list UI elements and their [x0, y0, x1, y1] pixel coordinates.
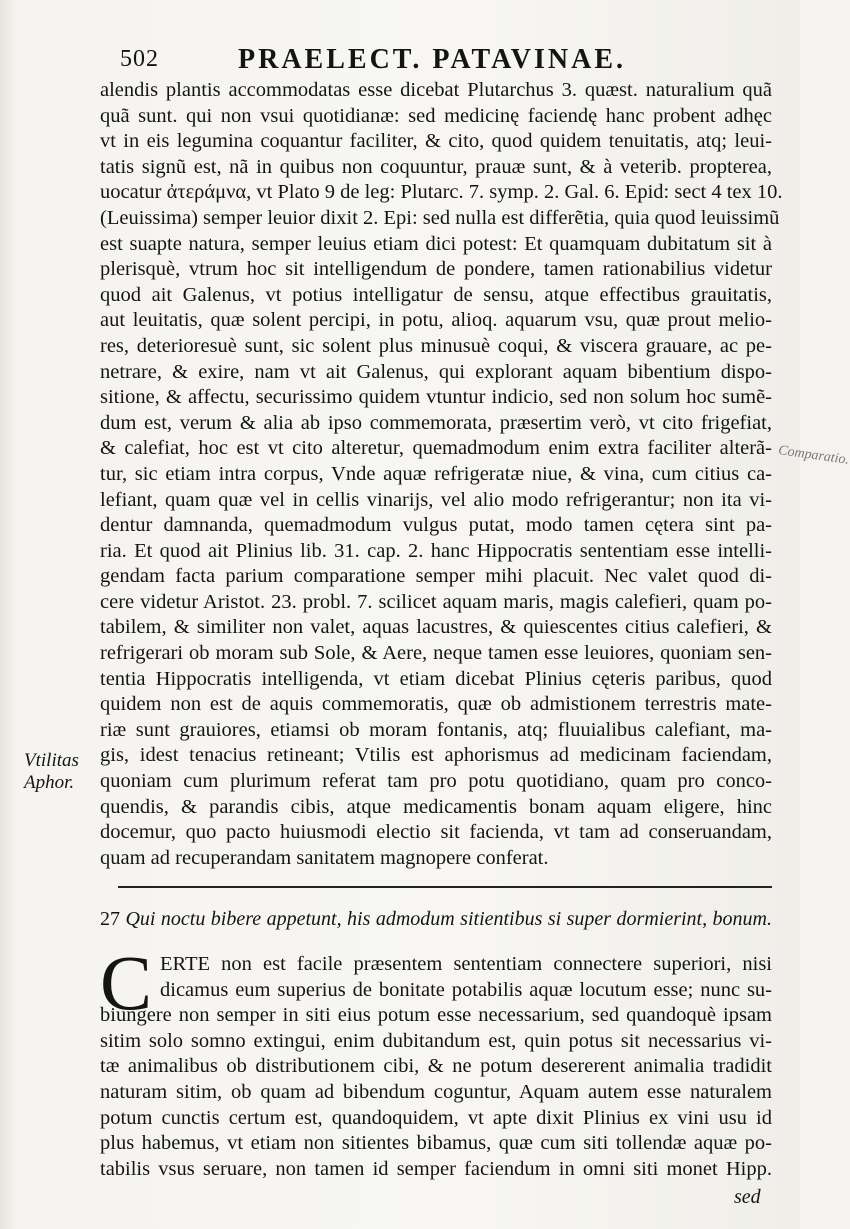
- text-line: cere videtur Aristot. 23. probl. 7. scilicet aquam maris, magis calefieri, quam po-: [100, 590, 772, 613]
- text-line: dum est, verum & alia ab ipso commemorata, præsertim verò, vt cito frigefiat,: [100, 411, 772, 434]
- text-line: tæ animalibus ob distributionem cibi, & ne potum desererent animalia tradidit: [100, 1055, 772, 1078]
- text-line: gis, idest tenacius retineant; Vtilis est aphorismus ad medicinam faciendam,: [100, 744, 772, 767]
- text-line: tabilis vsus seruare, non tamen id semper faciendum in omni siti monet Hipp.: [100, 1157, 772, 1180]
- running-title: PRAELECT. PATAVINAE.: [238, 44, 627, 75]
- text-line: ria. Et quod ait Plinius lib. 31. cap. 2. hanc Hippocratis sententiam esse intelli-: [100, 539, 772, 562]
- aphorism-number: 27: [100, 908, 120, 930]
- text-line: (Leuissima) semper leuior dixit 2. Epi: sed nulla est differẽtia, quia quod leuissimũ: [100, 206, 780, 229]
- text-line: est suapte natura, semper leuius etiam dici potest: Et quamquam dubitatum sit à: [100, 232, 772, 255]
- text-line: netrare, & exire, nam vt ait Galenus, qui explorant aquam bibentium dispo-: [100, 360, 772, 383]
- text-line: & calefiat, hoc est vt cito alteretur, quemadmodum enim extra faciliter alterã-: [100, 437, 772, 460]
- text-line: res, deterioresuè sunt, sic solent plus minusuè coqui, & viscera grauare, ac pe-: [100, 334, 772, 357]
- text-line: docemur, quo pacto huiusmodi electio sit facienda, vt tam ad conseruandam,: [100, 821, 772, 844]
- text-line: dicamus eum superius de bonitate potabilis aquæ locutum esse; nunc su-: [160, 978, 772, 1001]
- text-line: lefiant, quam quæ vel in cellis vinarijs, vel alio modo refrigerantur; non ita vi-: [100, 488, 772, 511]
- text-line: uocatur ἀτεράμνα, vt Plato 9 de leg: Plutarc. 7. symp. 2. Gal. 6. Epid: sect 4 tex 10.: [100, 181, 783, 204]
- text-line: quoniam cum plurimum referat tam pro potu quotidiano, quam pro conco-: [100, 770, 772, 793]
- margin-note-right: Comparatio.: [777, 443, 850, 468]
- catchword: sed: [734, 1186, 761, 1208]
- margin-note: [24, 750, 79, 794]
- margin-note-line: Vtilitas: [24, 750, 79, 771]
- text-line: quam ad recuperandam sanitatem magnopere conferat.: [100, 846, 549, 869]
- text-line: quidem non est de aquis commemoratis, quæ ob admistionem terrestris mate-: [100, 693, 772, 716]
- text-line: sitione, & affectu, securissimo quidem vtuntur indicio, sed non solum hoc sumẽ-: [100, 386, 772, 409]
- text-line: alendis plantis accommodatas esse dicebat Plutarchus 3. quæst. naturalium quã: [100, 79, 772, 101]
- page-number: 502: [120, 46, 159, 72]
- text-line: quendis, & parandis cibis, atque medicamentis bonam aquam eligere, hinc: [100, 795, 772, 818]
- aphorism-heading: [100, 908, 772, 931]
- text-line: sitim solo somno extingui, enim dubitandum est, quin potus sit necessarius vi-: [100, 1029, 772, 1052]
- text-line: naturam sitim, ob quam ad bibendum coguntur, Aquam autem esse naturalem: [100, 1080, 772, 1103]
- margin-note-line: Aphor.: [24, 772, 75, 793]
- commentary-paragraph: [100, 78, 783, 871]
- commentary-paragraph-2: [100, 952, 772, 1182]
- aphorism-text: Qui noctu bibere appetunt, his admodum sitientibus si super dormierint, bonum.: [125, 908, 772, 930]
- text-line: plerisquè, vtrum hoc sit intelligendum de pondere, tamen rationabilius videtur: [100, 258, 772, 281]
- text-line: tabilem, & similiter non valet, aquas lacustres, & quiescentes citius calefieri, &: [100, 616, 772, 639]
- text-line: ERTE non est facile præsentem sententiam connectere superiori, nisi: [160, 953, 772, 975]
- text-line: tentia Hippocratis intelligenda, vt etiam dicebat Plinius cęteris paribus, quod: [100, 667, 772, 690]
- text-line: biungere non semper in siti eius potum esse necessarium, sed quandoquè ipsam: [100, 1004, 772, 1027]
- text-line: vt in eis legumina coquantur faciliter, & cito, quod quidem tenuitatis, atq; leui-: [100, 130, 772, 153]
- drop-cap: C: [100, 939, 153, 1026]
- text-line: dentur damnanda, quemadmodum vulgus putat, modo tamen cętera sint pa-: [100, 514, 772, 537]
- section-divider: [118, 886, 772, 888]
- text-line: aut leuitatis, quæ solent percipi, in potu, alioq. aquarum vsu, quæ prout melio-: [100, 309, 772, 332]
- text-line: quã sunt. qui non vsui quotidianæ: sed medicinę faciendę hanc probent adhęc: [100, 104, 772, 127]
- text-line: gendam facta parium comparatione semper mihi placuit. Nec valet quod di-: [100, 565, 772, 588]
- text-line: quod ait Galenus, vt potius intelligatur de sensu, atque effectibus grauitatis,: [100, 283, 772, 306]
- text-line: riæ sunt grauiores, etiamsi ob moram fontanis, atq; fluuialibus calefiant, ma-: [100, 718, 772, 741]
- text-line: tatis signũ est, nã in quibus non coquuntur, prauæ sunt, & à veterib. propterea,: [100, 155, 772, 178]
- page-header: [120, 44, 770, 78]
- text-line: plus habemus, vt etiam non sitientes bibamus, quæ cum siti tollendæ aquæ po-: [100, 1132, 772, 1155]
- text-line: refrigerari ob moram sub Sole, & Aere, neque tamen esse leuiores, quoniam sen-: [100, 642, 772, 665]
- text-line: tur, sic etiam intra corpus, Vnde aquæ refrigeratæ niue, & vina, cum citius ca-: [100, 462, 772, 485]
- text-line: potum cunctis certum est, quandoquidem, vt apte dixit Plinius ex vini usu id: [100, 1106, 772, 1129]
